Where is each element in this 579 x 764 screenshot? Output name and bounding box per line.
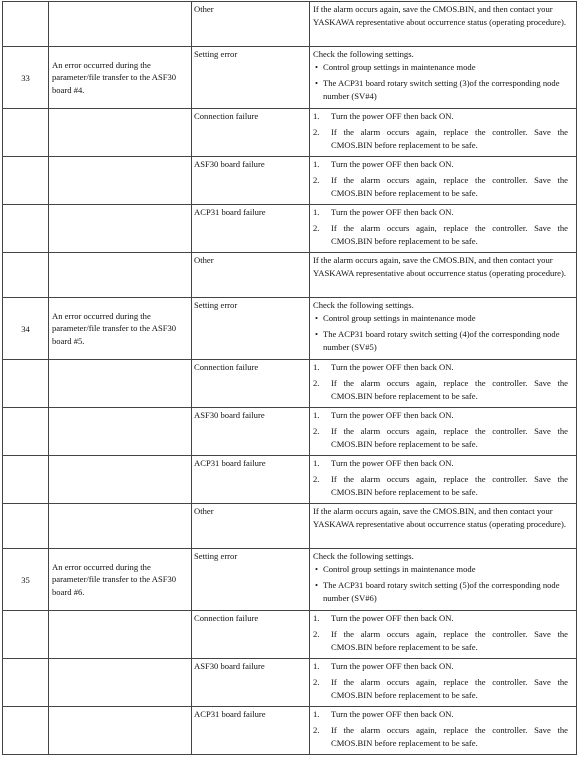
alarm-number-cell [3,157,49,205]
step-text: If the alarm occurs again, replace the controller. Save the CMOS.BIN before replacement to be safe. [331,474,568,497]
alarm-number-cell [3,109,49,157]
error-description-cell [49,47,192,109]
remedy-bullet [313,77,568,103]
remedy-bullet [313,61,568,74]
alarm-number-cell [3,659,49,707]
alarm-number-cell [3,205,49,253]
error-description-cell [49,659,192,707]
remedy-step [313,457,568,470]
remedy-step [313,206,568,219]
bullet-text: Control group settings in maintenance mode [323,564,476,574]
alarm-number-cell [3,611,49,659]
bullet-dot: • [315,313,319,323]
remedy-step [313,660,568,673]
step-number: 1. [313,159,320,169]
bullet-text: The ACP31 board rotary switch setting [323,329,460,339]
step-number: 2. [313,175,320,185]
table-row [3,47,577,109]
remedy-step [313,174,568,200]
cause-label: ACP31 board failure [194,458,266,468]
error-description-cell [49,456,192,504]
error-description-cell [49,298,192,360]
switch-setting: (4)of the corresponding node number (SV#5) [323,329,560,352]
cause-label: Other [194,255,214,265]
alarm-number-cell [3,360,49,408]
cause-cell [192,659,310,707]
table-row [3,659,577,707]
step-number: 1. [313,661,320,671]
step-number: 2. [313,629,320,639]
cause-cell [192,360,310,408]
alarm-number-cell [3,408,49,456]
step-text: If the alarm occurs again, replace the controller. Save the CMOS.BIN before replacement to be safe. [331,629,568,652]
remedy-step [313,222,568,248]
step-number: 2. [313,474,320,484]
cause-cell [192,611,310,659]
remedy-step [313,377,568,403]
remedy-cell [310,2,577,47]
error-description-cell [49,205,192,253]
remedy-step [313,612,568,625]
cause-cell [192,549,310,611]
alarm-number-cell [3,298,49,360]
table-row [3,456,577,504]
error-description-cell [49,611,192,659]
bullet-dot: • [315,329,319,339]
alarm-number-cell [3,253,49,298]
table-row [3,611,577,659]
table-row [3,205,577,253]
step-number: 2. [313,127,320,137]
error-description-cell [49,109,192,157]
remedy-step [313,425,568,451]
remedy-cell [310,205,577,253]
cause-label: ASF30 board failure [194,159,265,169]
step-number: 2. [313,725,320,735]
bullet-dot: • [315,564,319,574]
step-number: 2. [313,223,320,233]
step-text: Turn the power OFF then back ON. [331,709,454,719]
step-text: If the alarm occurs again, replace the controller. Save the CMOS.BIN before replacement to be safe. [331,677,568,700]
cause-label: ASF30 board failure [194,410,265,420]
cause-label: Other [194,4,214,14]
remedy-step [313,473,568,499]
step-text: Turn the power OFF then back ON. [331,410,454,420]
table-row [3,253,577,298]
step-text: Turn the power OFF then back ON. [331,613,454,623]
cause-label: Connection failure [194,613,259,623]
table-row [3,408,577,456]
bullet-text: Control group settings in maintenance mode [323,62,476,72]
cause-label: Other [194,506,214,516]
remedy-cell [310,456,577,504]
cause-label: Connection failure [194,111,259,121]
remedy-bullet [313,579,568,605]
step-text: If the alarm occurs again, replace the controller. Save the CMOS.BIN before replacement to be safe. [331,127,568,150]
table-row [3,298,577,360]
table-row [3,360,577,408]
remedy-step [313,158,568,171]
step-text: If the alarm occurs again, replace the controller. Save the CMOS.BIN before replacement to be safe. [331,426,568,449]
remedy-step [313,676,568,702]
error-description-cell [49,253,192,298]
step-text: Turn the power OFF then back ON. [331,661,454,671]
cause-label: Connection failure [194,362,259,372]
remedy-cell [310,707,577,755]
bullet-dot: • [315,580,319,590]
step-number: 1. [313,709,320,719]
switch-setting: (3)of the corresponding node number (SV#4) [323,78,560,101]
remedy-step [313,361,568,374]
table-row [3,707,577,755]
remedy-cell [310,611,577,659]
error-description-cell [49,504,192,549]
remedy-cell [310,47,577,109]
step-number: 2. [313,426,320,436]
remedy-text: If the alarm occurs again, save the CMOS.BIN, and then contact your YASKAWA representative about occurrence status (operating procedure). [313,255,566,278]
error-description: An error occurred during the parameter/file transfer to the ASF30 board #5. [52,310,177,346]
alarm-number-cell [3,2,49,47]
cause-cell [192,47,310,109]
alarm-number-cell [3,47,49,109]
cause-label: ASF30 board failure [194,661,265,671]
remedy-cell [310,157,577,205]
cause-cell [192,707,310,755]
step-text: Turn the power OFF then back ON. [331,207,454,217]
step-number: 2. [313,677,320,687]
remedy-text: If the alarm occurs again, save the CMOS.BIN, and then contact your YASKAWA representative about occurrence status (operating procedure). [313,506,566,529]
step-text: If the alarm occurs again, replace the controller. Save the CMOS.BIN before replacement to be safe. [331,378,568,401]
remedy-intro: Check the following settings. [313,49,414,59]
step-text: If the alarm occurs again, replace the controller. Save the CMOS.BIN before replacement to be safe. [331,725,568,748]
table-row [3,2,577,47]
table-row [3,157,577,205]
remedy-step [313,110,568,123]
cause-label: Setting error [194,300,238,310]
cause-label: Setting error [194,49,238,59]
step-text: Turn the power OFF then back ON. [331,111,454,121]
error-description: An error occurred during the parameter/file transfer to the ASF30 board #6. [52,561,177,597]
remedy-cell [310,504,577,549]
alarm-number-cell [3,456,49,504]
alarm-number-cell [3,504,49,549]
step-number: 1. [313,410,320,420]
bullet-text: The ACP31 board rotary switch setting [323,78,460,88]
cause-cell [192,456,310,504]
alarm-number: 34 [21,323,30,334]
cause-cell [192,298,310,360]
remedy-text: If the alarm occurs again, save the CMOS.BIN, and then contact your YASKAWA representative about occurrence status (operating procedure). [313,4,566,27]
remedy-cell [310,360,577,408]
alarm-number-cell [3,707,49,755]
remedy-cell [310,408,577,456]
step-text: Turn the power OFF then back ON. [331,159,454,169]
remedy-cell [310,109,577,157]
cause-cell [192,205,310,253]
step-number: 1. [313,207,320,217]
remedy-step [313,126,568,152]
remedy-step [313,409,568,422]
cause-label: ACP31 board failure [194,709,266,719]
cause-cell [192,109,310,157]
remedy-cell [310,298,577,360]
cause-cell [192,504,310,549]
error-description-cell [49,408,192,456]
alarm-number: 35 [21,574,30,585]
cause-cell [192,2,310,47]
table-row [3,549,577,611]
step-number: 1. [313,111,320,121]
cause-cell [192,157,310,205]
remedy-cell [310,253,577,298]
step-number: 1. [313,458,320,468]
error-description-cell [49,2,192,47]
cause-cell [192,253,310,298]
cause-cell [192,408,310,456]
bullet-text: The ACP31 board rotary switch setting [323,580,460,590]
error-description-cell [49,360,192,408]
remedy-cell [310,549,577,611]
remedy-bullet [313,563,568,576]
table-row [3,109,577,157]
bullet-dot: • [315,62,319,72]
error-description-cell [49,549,192,611]
cause-label: Setting error [194,551,238,561]
step-number: 1. [313,613,320,623]
bullet-dot: • [315,78,319,88]
alarm-number-cell [3,549,49,611]
error-description-cell [49,707,192,755]
step-number: 2. [313,378,320,388]
remedy-intro: Check the following settings. [313,300,414,310]
switch-setting: (5)of the corresponding node number (SV#6) [323,580,560,603]
cause-label: ACP31 board failure [194,207,266,217]
remedy-bullet [313,312,568,325]
error-description-cell [49,157,192,205]
alarm-number: 33 [21,72,30,83]
step-text: Turn the power OFF then back ON. [331,362,454,372]
remedy-intro: Check the following settings. [313,551,414,561]
remedy-bullet [313,328,568,354]
step-text: Turn the power OFF then back ON. [331,458,454,468]
alarm-remedy-table [2,1,577,755]
error-description: An error occurred during the parameter/file transfer to the ASF30 board #4. [52,59,177,95]
table-row [3,504,577,549]
remedy-step [313,708,568,721]
remedy-cell [310,659,577,707]
step-text: If the alarm occurs again, replace the controller. Save the CMOS.BIN before replacement to be safe. [331,175,568,198]
step-text: If the alarm occurs again, replace the controller. Save the CMOS.BIN before replacement to be safe. [331,223,568,246]
remedy-step [313,628,568,654]
step-number: 1. [313,362,320,372]
remedy-step [313,724,568,750]
bullet-text: Control group settings in maintenance mode [323,313,476,323]
